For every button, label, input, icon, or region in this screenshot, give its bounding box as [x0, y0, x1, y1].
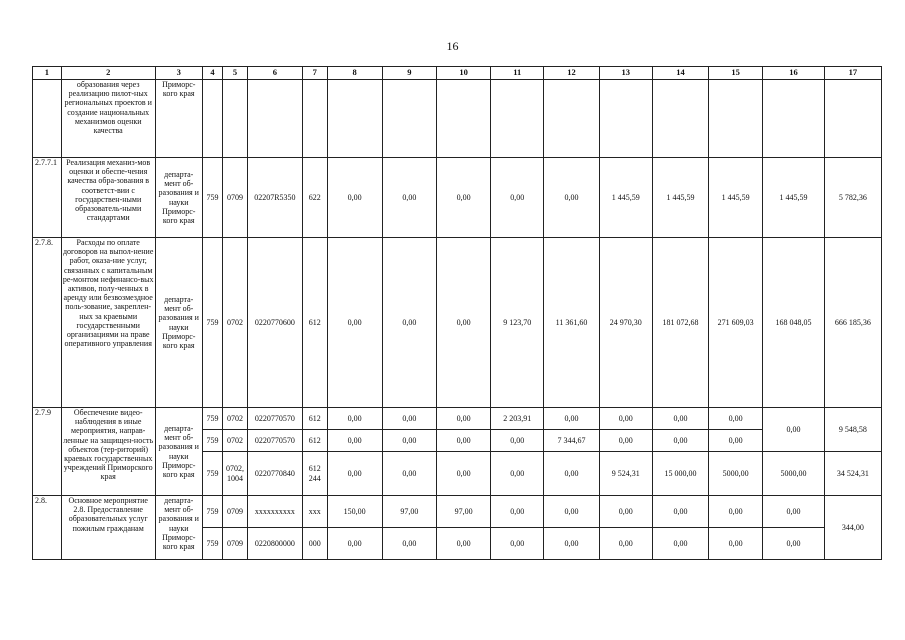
table-row — [33, 80, 882, 158]
cell: 0,00 — [491, 496, 544, 528]
cell: 0,00 — [327, 408, 382, 430]
header-cell: 2 — [61, 67, 155, 80]
cell: 622 — [303, 158, 328, 238]
cell: 1 445,59 — [709, 158, 763, 238]
cell: 0,00 — [652, 528, 708, 560]
row-number: 2.7.8. — [33, 238, 62, 408]
measure-name: Расходы по оплате договоров на выпол-нение работ, оказа-ние услуг, связанных с капитальным ре-монтом нефинансо-вых активов, полу-ченных в аренду или безвозмездное поль-зование, закреплен-ных за краевыми государственными организациями на праве оперативного управления — [61, 238, 155, 408]
header-cell: 8 — [327, 67, 382, 80]
cell: 0,00 — [437, 408, 491, 430]
cell: 0,00 — [709, 528, 763, 560]
cell: 0,00 — [382, 430, 436, 452]
cell: 5000,00 — [709, 452, 763, 496]
cell: 0,00 — [763, 496, 824, 528]
cell: 0220770570 — [247, 408, 302, 430]
cell: 2 203,91 — [491, 408, 544, 430]
header-cell: 7 — [303, 67, 328, 80]
cell: 0,00 — [437, 430, 491, 452]
measure-name: Обеспечение видео-наблюдения в иные мероприятия, направ-ленные на защищен-ность объектов (тер-риторий) краевых государственных учреждений Приморского края — [61, 408, 155, 496]
cell: 0,00 — [437, 528, 491, 560]
cell: 271 609,03 — [709, 238, 763, 408]
cell: 168 048,05 — [763, 238, 824, 408]
cell: 9 123,70 — [491, 238, 544, 408]
cell: 1 445,59 — [652, 158, 708, 238]
row-number: 2.7.7.1 — [33, 158, 62, 238]
cell: 000 — [303, 528, 328, 560]
cell: 02207R5350 — [247, 158, 302, 238]
cell: 1 445,59 — [599, 158, 652, 238]
cell: 24 970,30 — [599, 238, 652, 408]
page-number: 16 — [446, 39, 459, 53]
cell: 0,00 — [382, 452, 436, 496]
cell: 0,00 — [709, 408, 763, 430]
executor: департа-мент об-разования и науки Приморс-кого края — [155, 496, 202, 560]
cell: 0220800000 — [247, 528, 302, 560]
cell: 612 — [303, 238, 328, 408]
cell: 0,00 — [709, 430, 763, 452]
row-number: 2.7.9 — [33, 408, 62, 496]
cell: 759 — [202, 158, 222, 238]
cell: 0,00 — [544, 496, 599, 528]
cell: 0220770600 — [247, 238, 302, 408]
cell: 0,00 — [327, 528, 382, 560]
cell: 0,00 — [652, 430, 708, 452]
cell: 0709 — [223, 496, 248, 528]
header-cell: 9 — [382, 67, 436, 80]
cell: 0,00 — [652, 408, 708, 430]
cell: 181 072,68 — [652, 238, 708, 408]
table-row — [33, 238, 882, 408]
cell: 759 — [202, 430, 222, 452]
header-cell: 1 — [33, 67, 62, 80]
cell: 0,00 — [327, 430, 382, 452]
cell: 0,00 — [327, 452, 382, 496]
header-row — [33, 67, 882, 80]
header-cell: 16 — [763, 67, 824, 80]
cell: 0,00 — [763, 408, 824, 452]
cell: 9 524,31 — [599, 452, 652, 496]
cell: 666 185,36 — [824, 238, 881, 408]
cell: 0702 — [223, 238, 248, 408]
cell: 0,00 — [599, 408, 652, 430]
header-cell: 11 — [491, 67, 544, 80]
header-cell: 4 — [202, 67, 222, 80]
cell: 0,00 — [382, 238, 436, 408]
cell: 0709 — [223, 528, 248, 560]
cell: 150,00 — [327, 496, 382, 528]
cell: 0,00 — [382, 158, 436, 238]
cell: 759 — [202, 452, 222, 496]
cell: 7 344,67 — [544, 430, 599, 452]
row-number: 2.8. — [33, 496, 62, 560]
cell: 759 — [202, 238, 222, 408]
cell: 759 — [202, 496, 222, 528]
measure-name: Основное мероприятие 2.8. Предоставление образовательных услуг пожилым гражданам — [61, 496, 155, 560]
header-cell: 15 — [709, 67, 763, 80]
cell: 15 000,00 — [652, 452, 708, 496]
cell: 0,00 — [544, 158, 599, 238]
budget-table — [32, 66, 882, 560]
cell: 0,00 — [599, 430, 652, 452]
cell: 0220770840 — [247, 452, 302, 496]
cell: 344,00 — [824, 496, 881, 560]
table-row — [33, 158, 882, 238]
cell: 9 548,58 — [824, 408, 881, 452]
cell: 97,00 — [382, 496, 436, 528]
cell: 0702 — [223, 430, 248, 452]
cell: 0,00 — [544, 408, 599, 430]
measure-name: образования через реализацию пилот-ных региональных проектов и создание национальных механизмов оценки качества — [61, 80, 155, 158]
executor: департа-мент об-разования и науки Приморс-кого края — [155, 158, 202, 238]
header-cell: 17 — [824, 67, 881, 80]
measure-name: Реализация механиз-мов оценки и обеспе-чения качества обра-зования в соответст-вии с государствен-ными образователь-ными стандартами — [61, 158, 155, 238]
cell: 0,00 — [437, 158, 491, 238]
header-cell: 14 — [652, 67, 708, 80]
header-cell: 5 — [223, 67, 248, 80]
table-row — [33, 496, 882, 528]
cell: 0,00 — [491, 430, 544, 452]
cell: 0,00 — [327, 158, 382, 238]
cell: 0,00 — [544, 452, 599, 496]
table-row — [33, 408, 882, 430]
cell: 0702 — [223, 408, 248, 430]
row-number — [33, 80, 62, 158]
cell: 0,00 — [599, 528, 652, 560]
cell: 0,00 — [763, 528, 824, 560]
cell: 0,00 — [327, 238, 382, 408]
cell: 0709 — [223, 158, 248, 238]
cell: 0,00 — [437, 452, 491, 496]
cell: 1 445,59 — [763, 158, 824, 238]
cell: 0,00 — [709, 496, 763, 528]
cell: xxx — [303, 496, 328, 528]
cell: 0,00 — [382, 528, 436, 560]
cell: 0,00 — [491, 528, 544, 560]
cell: 0,00 — [599, 496, 652, 528]
cell: 0,00 — [491, 452, 544, 496]
cell: 612 — [303, 430, 328, 452]
cell: 0,00 — [544, 528, 599, 560]
cell: 0,00 — [437, 238, 491, 408]
cell: 5 782,36 — [824, 158, 881, 238]
cell: 11 361,60 — [544, 238, 599, 408]
cell: 97,00 — [437, 496, 491, 528]
cell: xxxxxxxxxx — [247, 496, 302, 528]
cell: 0,00 — [382, 408, 436, 430]
cell: 0,00 — [491, 158, 544, 238]
cell: 612 244 — [303, 452, 328, 496]
header-cell: 13 — [599, 67, 652, 80]
executor: департа-мент об-разования и науки Приморс-кого края — [155, 408, 202, 496]
cell: 0220770570 — [247, 430, 302, 452]
cell: 5000,00 — [763, 452, 824, 496]
executor: Приморс-кого края — [155, 80, 202, 158]
cell: 759 — [202, 528, 222, 560]
header-cell: 12 — [544, 67, 599, 80]
cell: 759 — [202, 408, 222, 430]
cell: 612 — [303, 408, 328, 430]
header-cell: 3 — [155, 67, 202, 80]
cell: 0702, 1004 — [223, 452, 248, 496]
header-cell: 10 — [437, 67, 491, 80]
executor: департа-мент об-разования и науки Приморс-кого края — [155, 238, 202, 408]
cell: 0,00 — [652, 496, 708, 528]
cell: 34 524,31 — [824, 452, 881, 496]
header-cell: 6 — [247, 67, 302, 80]
